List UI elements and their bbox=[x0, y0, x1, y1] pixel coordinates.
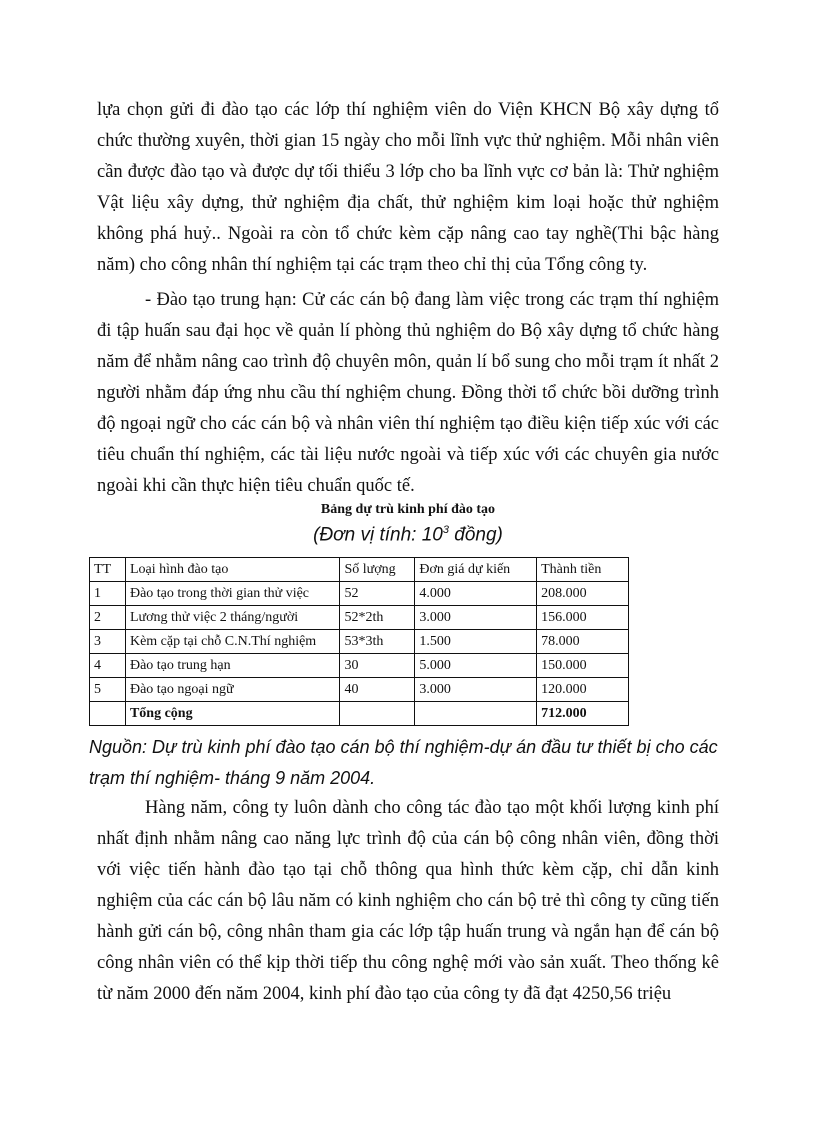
cell-quantity: 40 bbox=[340, 678, 415, 702]
cell-tt bbox=[90, 702, 126, 726]
cell-quantity bbox=[340, 702, 415, 726]
header-unit-price: Đơn giá dự kiến bbox=[415, 558, 537, 582]
cell-amount: 120.000 bbox=[537, 678, 629, 702]
cell-quantity: 53*3th bbox=[340, 630, 415, 654]
cell-training-type: Đào tạo trong thời gian thử việc bbox=[125, 582, 340, 606]
paragraph-medium-term-training: - Đào tạo trung hạn: Cử các cán bộ đang làm việc trong các trạm thí nghiệm đi tập huấn sau đại học về quản lí phòng thủ nghiệm do Bộ xây dựng tổ chức hàng năm để nhằm nâng cao trình độ chuyên môn, quản lí bổ sung cho mỗi trạm ít nhất 2 người nhằm đáp ứng nhu cầu thí nghiệm chung. Đồng thời tổ chức bồi dưỡng trình độ ngoại ngữ cho các cán bộ và nhân viên thí nghiệm tạo điều kiện tiếp xúc với các tiêu chuẩn thí nghiệm, các tài liệu nước ngoài và tiếp xúc với các chuyên gia nước ngoài khi cần thực hiện tiêu chuẩn quốc tế. bbox=[97, 290, 719, 496]
paragraph-training-courses: lựa chọn gửi đi đào tạo các lớp thí nghiệm viên do Viện KHCN Bộ xây dựng tổ chức thường xuyên, thời gian 15 ngày cho mỗi lĩnh vực thử nghiệm. Mỗi nhân viên cần được đào tạo và được dự tối thiểu 3 lớp cho ba lĩnh vực cơ bản là: Thử nghiệm Vật liệu xây dựng, thử nghiệm địa chất, thử nghiệm kim loại hoặc thử nghiệm không phá huỷ.. Ngoài ra còn tổ chức kèm cặp nâng cao tay nghề(Thi bậc hàng năm) cho công nhân thí nghiệm tại các trạm theo chỉ thị của Tổng công ty. bbox=[97, 100, 719, 275]
cell-unit-price: 4.000 bbox=[415, 582, 537, 606]
header-amount: Thành tiền bbox=[537, 558, 629, 582]
cell-tt: 3 bbox=[90, 630, 126, 654]
cell-amount: 208.000 bbox=[537, 582, 629, 606]
table-source-note: Nguồn: Dự trù kinh phí đào tạo cán bộ thí nghiệm-dự án đầu tư thiết bị cho các trạm thí nghiệm- tháng 9 năm 2004. bbox=[89, 737, 718, 788]
cell-unit-price bbox=[415, 702, 537, 726]
cell-tt: 4 bbox=[90, 654, 126, 678]
cell-unit-price: 3.000 bbox=[415, 678, 537, 702]
header-training-type: Loại hình đào tạo bbox=[125, 558, 340, 582]
table-row bbox=[90, 630, 629, 654]
table-unit: (Đơn vị tính: $10^3$ đồng) bbox=[313, 524, 503, 546]
cell-training-type: Kèm cặp tại chỗ C.N.Thí nghiệm bbox=[125, 630, 340, 654]
table-title: Bảng dự trù kinh phí đào tạo bbox=[320, 502, 496, 517]
header-quantity: Số lượng bbox=[340, 558, 415, 582]
cell-tt: 1 bbox=[90, 582, 126, 606]
cell-tt: 5 bbox=[90, 678, 126, 702]
cell-amount: 156.000 bbox=[537, 606, 629, 630]
cell-unit-price: 1.500 bbox=[415, 630, 537, 654]
table-row bbox=[90, 582, 629, 606]
cell-quantity: 52 bbox=[340, 582, 415, 606]
cell-amount: 78.000 bbox=[537, 630, 629, 654]
cell-total-amount: 712.000 bbox=[537, 702, 629, 726]
cell-tt: 2 bbox=[90, 606, 126, 630]
cell-total-label: Tổng cộng bbox=[125, 702, 340, 726]
cell-quantity: 52*2th bbox=[340, 606, 415, 630]
table-row bbox=[90, 654, 629, 678]
cell-quantity: 30 bbox=[340, 654, 415, 678]
table-row bbox=[90, 606, 629, 630]
cell-training-type: Đào tạo ngoại ngữ bbox=[125, 678, 340, 702]
cell-unit-price: 5.000 bbox=[415, 654, 537, 678]
table-total-row bbox=[90, 702, 629, 726]
cell-training-type: Lương thử việc 2 tháng/người bbox=[125, 606, 340, 630]
cell-unit-price: 3.000 bbox=[415, 606, 537, 630]
cell-amount: 150.000 bbox=[537, 654, 629, 678]
training-budget-table bbox=[89, 557, 629, 726]
paragraph-annual-budget: Hàng năm, công ty luôn dành cho công tác đào tạo một khối lượng kinh phí nhất định nhằm nâng cao năng lực trình độ của cán bộ công nhân viên, đồng thời với việc tiến hành đào tạo tại chỗ thông qua hình thức kèm cặp, chỉ dẫn kinh nghiệm của các cán bộ lâu năm có kinh nghiệm cho cán bộ trẻ thì công ty cũng tiến hành gửi cán bộ, công nhân tham gia các lớp tập huấn trung và ngắn hạn để cán bộ công nhân viên có thể kịp thời tiếp thu công nghệ mới vào sản xuất. Theo thống kê từ năm 2000 đến năm 2004, kinh phí đào tạo của công ty đã đạt 4250,56 triệu bbox=[97, 798, 719, 1004]
cell-training-type: Đào tạo trung hạn bbox=[125, 654, 340, 678]
header-tt: TT bbox=[90, 558, 126, 582]
table-row bbox=[90, 678, 629, 702]
table-header-row bbox=[90, 558, 629, 582]
